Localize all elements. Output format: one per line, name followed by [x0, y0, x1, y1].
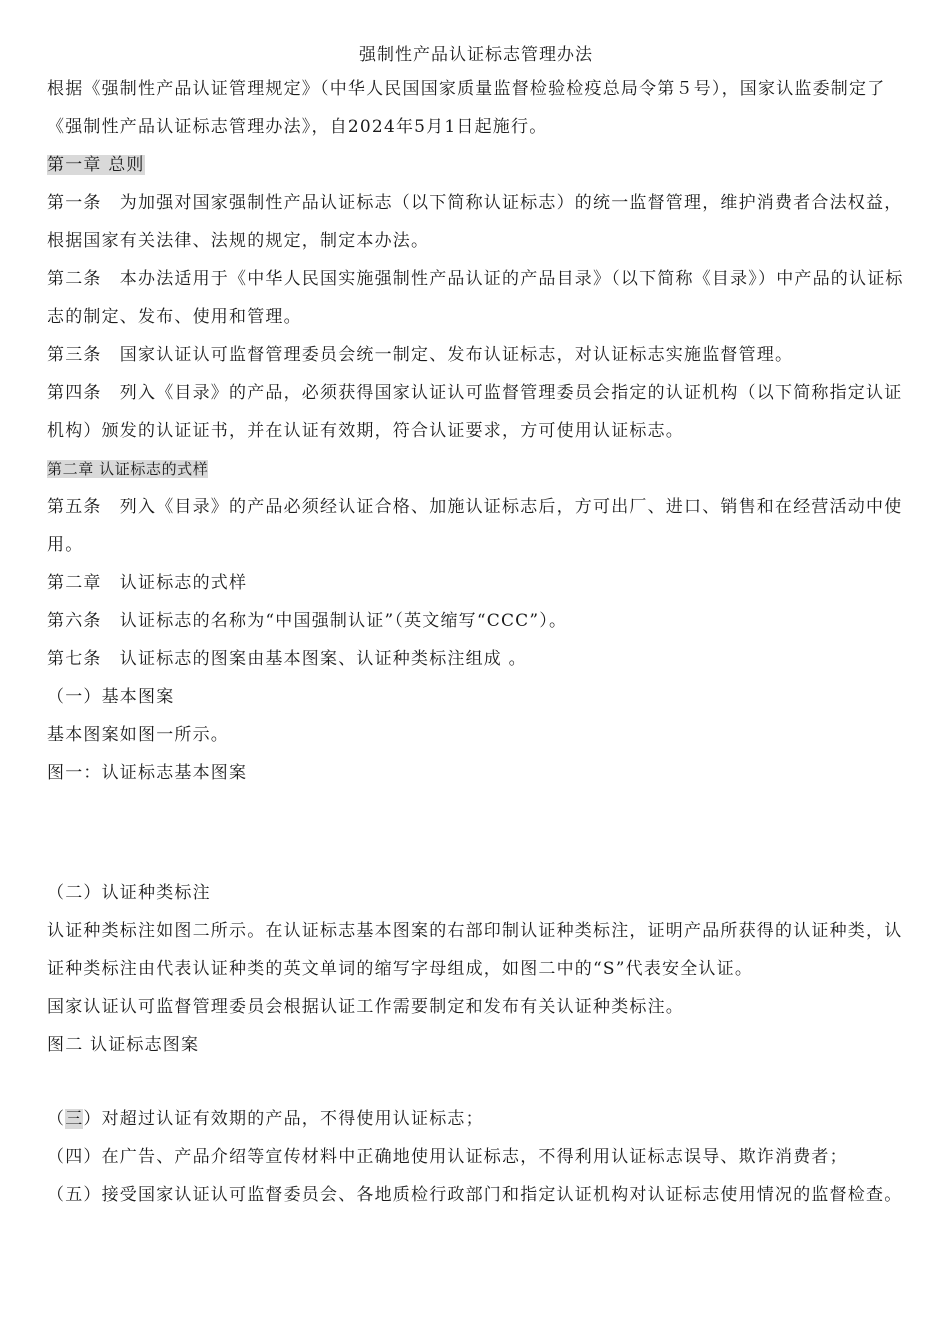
article-1: 第一条 为加强对国家强制性产品认证标志（以下简称认证标志）的统一监督管理，维护消费者合法权益，根据国家有关法律、法规的规定，制定本办法。	[47, 193, 903, 251]
chapter-1-heading-text: 第一章 总则	[47, 155, 145, 175]
article-4: 第四条 列入《目录》的产品，必须获得国家认证认可监督管理委员会指定的认证机构（以下简称指定认证机构）颁发的认证证书，并在认证有效期，符合认证要求，方可使用认证标志。	[47, 383, 903, 441]
chapter-1-heading	[47, 146, 905, 184]
article-3: 第三条 国家认证认可监督管理委员会统一制定、发布认证标志，对认证标志实施监督管理。	[47, 345, 794, 365]
item-3-open: （	[47, 1109, 66, 1129]
article-7: 第七条 认证标志的图案由基本图案、认证种类标注组成 。	[47, 649, 527, 669]
article-5: 第五条 列入《目录》的产品必须经认证合格、加施认证标志后，方可出厂、进口、销售和在经营活动中使用。	[47, 497, 903, 555]
intro-paragraph: 根据《强制性产品认证管理规定》（中华人民国国家质量监督检验检疫总局令第５号），国家认监委制定了《强制性产品认证标志管理办法》，自2024年5月1日起施行。	[47, 79, 886, 137]
figure-1-caption: 图一：认证标志基本图案	[47, 763, 248, 783]
figure-2-caption: 图二 认证标志图案	[47, 1035, 200, 1055]
section-2-heading: （二）认证种类标注	[47, 883, 211, 903]
item-3	[47, 1100, 905, 1138]
figure-2-placeholder	[47, 1064, 905, 1100]
figure-1-placeholder	[47, 792, 905, 874]
item-5: （五）接受国家认证认可监督委员会、各地质检行政部门和指定认证机构对认证标志使用情况的监督检查。	[47, 1185, 903, 1205]
item-3-text: ）对超过认证有效期的产品，不得使用认证标志；	[83, 1109, 484, 1129]
chapter-2-heading-highlighted	[47, 450, 905, 488]
article-6: 第六条 认证标志的名称为“中国强制认证”（英文缩写“CCC”）。	[47, 611, 568, 631]
item-4: （四）在广告、产品介绍等宣传材料中正确地使用认证标志，不得利用认证标志误导、欺诈消费者；	[47, 1147, 848, 1167]
section-1-text: 基本图案如图一所示。	[47, 725, 229, 745]
section-1-heading: （一）基本图案	[47, 687, 175, 707]
article-2: 第二条 本办法适用于《中华人民国实施强制性产品认证的产品目录》（以下简称《目录》）中产品的认证标志的制定、发布、使用和管理。	[47, 269, 904, 327]
item-3-number: 三	[65, 1109, 84, 1129]
document-page	[47, 42, 905, 1214]
chapter-2-heading-highlighted-text: 第二章 认证标志的式样	[47, 460, 209, 478]
section-2-text-2: 国家认证认可监督管理委员会根据认证工作需要制定和发布有关认证种类标注。	[47, 997, 684, 1017]
section-2-text: 认证种类标注如图二所示。在认证标志基本图案的右部印制认证种类标注，证明产品所获得的认证种类，认证种类标注由代表认证种类的英文单词的缩写字母组成，如图二中的“S”代表安全认证。	[47, 921, 903, 979]
chapter-2-heading: 第二章 认证标志的式样	[47, 573, 248, 593]
document-title: 强制性产品认证标志管理办法	[359, 45, 593, 65]
